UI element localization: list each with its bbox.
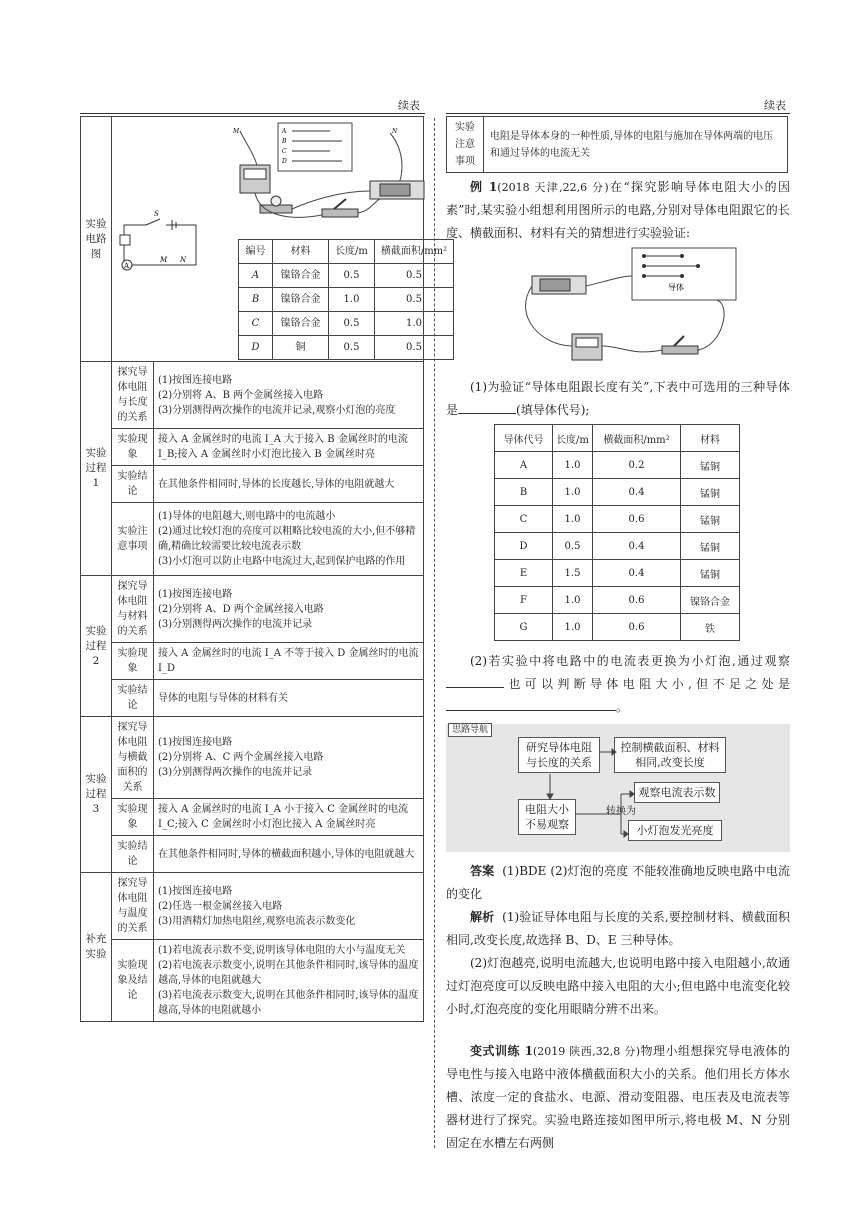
analysis-paragraph-2: (2)灯泡越亮,说明电流越大,也说明电路中接入电阻越小,故通过灯泡亮度可以反映电路中接入电阻的大小;但电路中电流变化较小时,灯泡亮度的变化用眼睛分辨不出来。 (446, 956, 790, 1016)
variant-source: (2019 陕西,32,8 分) (533, 1045, 641, 1058)
table-row (495, 452, 740, 479)
mt-cell: 0.5 (375, 288, 454, 312)
result-line: (3)若电流表示数变大,说明在其他条件相同时,该导体的温度越高,导体的电阻就越小 (158, 990, 419, 1016)
proc2-concl-label: 实验结论 (112, 680, 154, 717)
rt-cell: D (495, 533, 553, 560)
flow-box-control: 控制横截面积、材料相同,改变长度 (614, 737, 726, 773)
mt-header-0: 编号 (239, 240, 273, 264)
rt-header-2: 横截面积/mm² (593, 425, 681, 452)
proc1-explore (154, 362, 424, 429)
q1-pre: (1)为验证“导体电阻跟长度有关”,下表中可选用的三种导体是 (446, 380, 790, 417)
proc2-concl: 导体的电阻与导体的材料有关 (154, 680, 424, 717)
right-header-rule (446, 113, 790, 114)
circuit-label: 实验电路图 (81, 117, 112, 362)
rt-cell: 锰铜 (681, 560, 740, 587)
mt-header-3: 横截面积/mm² (375, 240, 454, 264)
proc3-phen: 接入 A 金属丝时的电流 I_A 小于接入 C 金属丝时的电流 I_C;接入 C 金属丝时小灯泡比接入 A 金属丝时亮 (154, 799, 424, 836)
result-line: (2)若电流表示数变小,说明在其他条件相同时,该导体的温度越高,导体的电阻就越大 (158, 960, 419, 986)
extra-phen (154, 940, 424, 1022)
proc1-phen-label: 实验现象 (112, 429, 154, 466)
proc1-concl: 在其他条件相同时,导体的长度越长,导体的电阻就越大 (154, 466, 424, 503)
example1-q2 (446, 650, 790, 719)
proc2-phen-label: 实验现象 (112, 643, 154, 680)
variant-text: 物理小组想探究导电液体的导电性与接入电路中液体横截面积大小的关系。他们用长方体水槽、浓度一定的食盐水、电源、滑动变阻器、电压表及电流表等器材进行了探究。实验电路连接如图甲所示,将电极 M、N 分别固定在水槽左右两侧 (446, 1044, 791, 1150)
notes-text: 电阻是导体本身的一种性质,导体的电阻与施加在导体两端的电压和通过导体的电流无关 (484, 117, 788, 173)
left-header-rule (80, 113, 425, 114)
rt-cell: 0.4 (593, 560, 681, 587)
q1-post: (填导体代号); (516, 403, 590, 417)
mt-cell: 0.5 (329, 312, 375, 336)
table-row (239, 264, 454, 288)
wire-d-label: D (282, 158, 287, 165)
mt-cell: D (239, 336, 273, 360)
experiment-table (80, 116, 448, 1022)
rt-header-1: 长度/m (553, 425, 593, 452)
rt-cell: F (495, 587, 553, 614)
proc3-label: 实验过程3 (81, 717, 112, 873)
right-header: 续表 (764, 99, 786, 112)
mt-cell: B (239, 288, 273, 312)
rt-cell: B (495, 479, 553, 506)
proc2-explore-label: 探究导体电阻与材料的关系 (112, 576, 154, 643)
proc1-concl-label: 实验结论 (112, 466, 154, 503)
proc1-label: 实验过程1 (81, 362, 112, 576)
table-row (495, 479, 740, 506)
example1-q1 (446, 376, 790, 422)
mt-cell: 镍铬合金 (273, 288, 329, 312)
conductor-label: 导体 (668, 283, 684, 292)
thinking-navigation (446, 724, 790, 852)
flow-convert-label: 转换为 (606, 806, 636, 817)
step-line: (3)分别测得两次操作的电流并记录 (158, 618, 313, 630)
table-row (495, 587, 740, 614)
circuit-cell (112, 117, 448, 362)
table-row (239, 336, 454, 360)
step-line: (3)用酒精灯加热电阻丝,观察电流表示数变化 (158, 915, 356, 927)
mt-header-1: 材料 (273, 240, 329, 264)
proc2-explore (154, 576, 424, 643)
table-row (495, 506, 740, 533)
clip-n-label: N (392, 128, 398, 135)
step-line: (1)按图连接电路 (158, 588, 233, 600)
rt-cell: E (495, 560, 553, 587)
analysis-label: 解析 (470, 910, 495, 924)
rt-cell: 1.5 (553, 560, 593, 587)
rt-cell: 1.0 (553, 587, 593, 614)
thinking-tag: 思路导航 (448, 723, 492, 737)
mt-cell: 0.5 (375, 264, 454, 288)
rt-cell: 锰铜 (681, 533, 740, 560)
left-header: 续表 (398, 99, 420, 112)
flow-box-lamp: 小灯泡发光亮度 (628, 820, 722, 841)
rt-cell: 铁 (681, 614, 740, 641)
result-line: (1)若电流表示数不变,说明该导体电阻的大小与温度无关 (158, 945, 406, 956)
example1-intro (446, 176, 790, 245)
rt-cell: 锰铜 (681, 452, 740, 479)
extra-phen-label: 实验现象及结论 (112, 940, 154, 1022)
example1-title: 例 1 (470, 180, 498, 194)
mt-cell: C (239, 312, 273, 336)
proc1-notes-label: 实验注意事项 (112, 503, 154, 576)
mt-cell: 0.5 (329, 264, 375, 288)
flow-box-study: 研究导体电阻与长度的关系 (518, 737, 600, 773)
answer-blank[interactable] (446, 696, 616, 711)
proc3-concl: 在其他条件相同时,导体的横截面积越小,导体的电阻就越大 (154, 836, 424, 873)
mt-cell: 镍铬合金 (273, 312, 329, 336)
conductor-table (494, 424, 740, 641)
notes-label: 实验注意事项 (447, 117, 484, 173)
example1-text: 在“探究影响导体电阻大小的因素”时,某实验小组想利用图所示的电路,分别对导体电阻跟它的长度、横截面积、材料有关的猜想进行实验验证: (446, 180, 791, 240)
note-line: (2)通过比较灯泡的亮度可以粗略比较电流的大小,但不够精确,精确比较需要比较电流表示数 (158, 526, 416, 552)
rt-cell: 1.0 (553, 506, 593, 533)
apparatus-illustration (230, 121, 430, 229)
mt-cell: 0.5 (329, 336, 375, 360)
clip-m-label: M (233, 128, 240, 135)
step-line: (2)分别将 A、C 两个金属丝接入电路 (158, 752, 324, 763)
step-line: (1)按图连接电路 (158, 737, 233, 748)
step-line: (2)分别将 A、B 两个金属丝接入电路 (158, 389, 324, 401)
mt-cell: 1.0 (375, 312, 454, 336)
answer-label: 答案 (470, 864, 495, 878)
q2-end: 。 (616, 700, 629, 714)
mt-cell: A (239, 264, 273, 288)
rt-cell: 镍铬合金 (681, 587, 740, 614)
mt-cell: 镍铬合金 (273, 264, 329, 288)
rt-cell: 锰铜 (681, 506, 740, 533)
rt-cell: C (495, 506, 553, 533)
proc1-phen: 接入 A 金属丝时的电流 I_A 大于接入 B 金属丝时的电流 I_B;接入 A 金属丝时小灯泡比接入 B 金属丝时亮 (154, 429, 424, 466)
table-row (495, 533, 740, 560)
variant-label: 变式训练 1 (470, 1044, 534, 1058)
proc2-phen: 接入 A 金属丝时的电流 I_A 不等于接入 D 金属丝时的电流 I_D (154, 643, 424, 680)
wire-c-label: C (282, 148, 287, 155)
table-row (495, 614, 740, 641)
wire-a-label: A (282, 128, 287, 135)
rt-cell: 0.4 (593, 479, 681, 506)
variant-paragraph (446, 1040, 790, 1155)
m-label: M (160, 256, 168, 264)
rt-cell: 0.6 (593, 587, 681, 614)
answer-paragraph (446, 860, 790, 906)
mt-header-2: 长度/m (329, 240, 375, 264)
answer-blank[interactable] (446, 673, 504, 688)
ammeter-label: A (124, 262, 130, 270)
rt-cell: A (495, 452, 553, 479)
proc2-label: 实验过程2 (81, 576, 112, 717)
wire-b-label: B (282, 138, 287, 145)
flow-box-hard-to-observe: 电阻大小不易观察 (518, 799, 576, 835)
rt-cell: G (495, 614, 553, 641)
rt-cell: 1.0 (553, 614, 593, 641)
proc1-explore-label: 探究导体电阻与长度的关系 (112, 362, 154, 429)
extra-explore-label: 探究导体电阻与温度的关系 (112, 873, 154, 940)
table-row (495, 560, 740, 587)
proc1-notes (154, 503, 424, 576)
extra-explore (154, 873, 424, 940)
switch-label: S (154, 210, 159, 218)
step-line: (2)任选一根金属丝接入电路 (158, 900, 283, 912)
step-line: (1)按图连接电路 (158, 374, 233, 386)
step-line: (2)分别将 A、D 两个金属丝接入电路 (158, 603, 324, 615)
rt-header-3: 材料 (681, 425, 740, 452)
proc3-concl-label: 实验结论 (112, 836, 154, 873)
proc3-phen-label: 实验现象 (112, 799, 154, 836)
rt-cell: 0.2 (593, 452, 681, 479)
note-line: (3)小灯泡可以防止电路中电流过大,起到保护电路的作用 (158, 556, 406, 567)
rt-cell: 1.0 (553, 452, 593, 479)
notes-table (446, 116, 788, 173)
analysis-text-1: (1)验证导体电阻与长度的关系,要控制材料、横截面积相同,改变长度,故选择 B、D、E 三种导体。 (446, 910, 790, 947)
rt-cell: 0.4 (593, 533, 681, 560)
answer-text: (1)BDE (2)灯泡的亮度 不能较准确地反映电路中电流的变化 (446, 864, 790, 901)
analysis-paragraph-1 (446, 906, 790, 952)
proc3-explore (154, 717, 424, 799)
table-row (239, 312, 454, 336)
mt-cell: 0.5 (375, 336, 454, 360)
extra-label: 补充实验 (81, 873, 112, 1022)
q2-pre: (2)若实验中将电路中的电流表更换为小灯泡,通过观察 (470, 654, 790, 668)
material-table (238, 239, 454, 360)
note-line: (1)导体的电阻越大,则电路中的电流越小 (158, 511, 336, 522)
step-line: (3)分别测得两次操作的电流并记录,观察小灯泡的亮度 (158, 404, 396, 416)
proc3-explore-label: 探究导体电阻与横截面积的关系 (112, 717, 154, 799)
q2-mid: 也可以判断导体电阻大小,但不足之处是 (504, 677, 790, 691)
table-row (239, 288, 454, 312)
rt-cell: 0.5 (553, 533, 593, 560)
flow-box-ammeter: 观察电流表示数 (634, 782, 720, 803)
n-label: N (180, 256, 187, 264)
step-line: (1)按图连接电路 (158, 885, 233, 897)
rt-cell: 1.0 (553, 479, 593, 506)
step-line: (3)分别测得两次操作的电流并记录 (158, 767, 313, 778)
rt-cell: 0.6 (593, 506, 681, 533)
rt-cell: 锰铜 (681, 479, 740, 506)
circuit-schematic (116, 210, 206, 277)
answer-blank[interactable] (458, 399, 516, 414)
example1-circuit-figure (512, 246, 742, 368)
example1-source: (2018 天津,22,6 分) (497, 181, 609, 194)
rt-cell: 0.6 (593, 614, 681, 641)
mt-cell: 铜 (273, 336, 329, 360)
rt-header-0: 导体代号 (495, 425, 553, 452)
mt-cell: 1.0 (329, 288, 375, 312)
